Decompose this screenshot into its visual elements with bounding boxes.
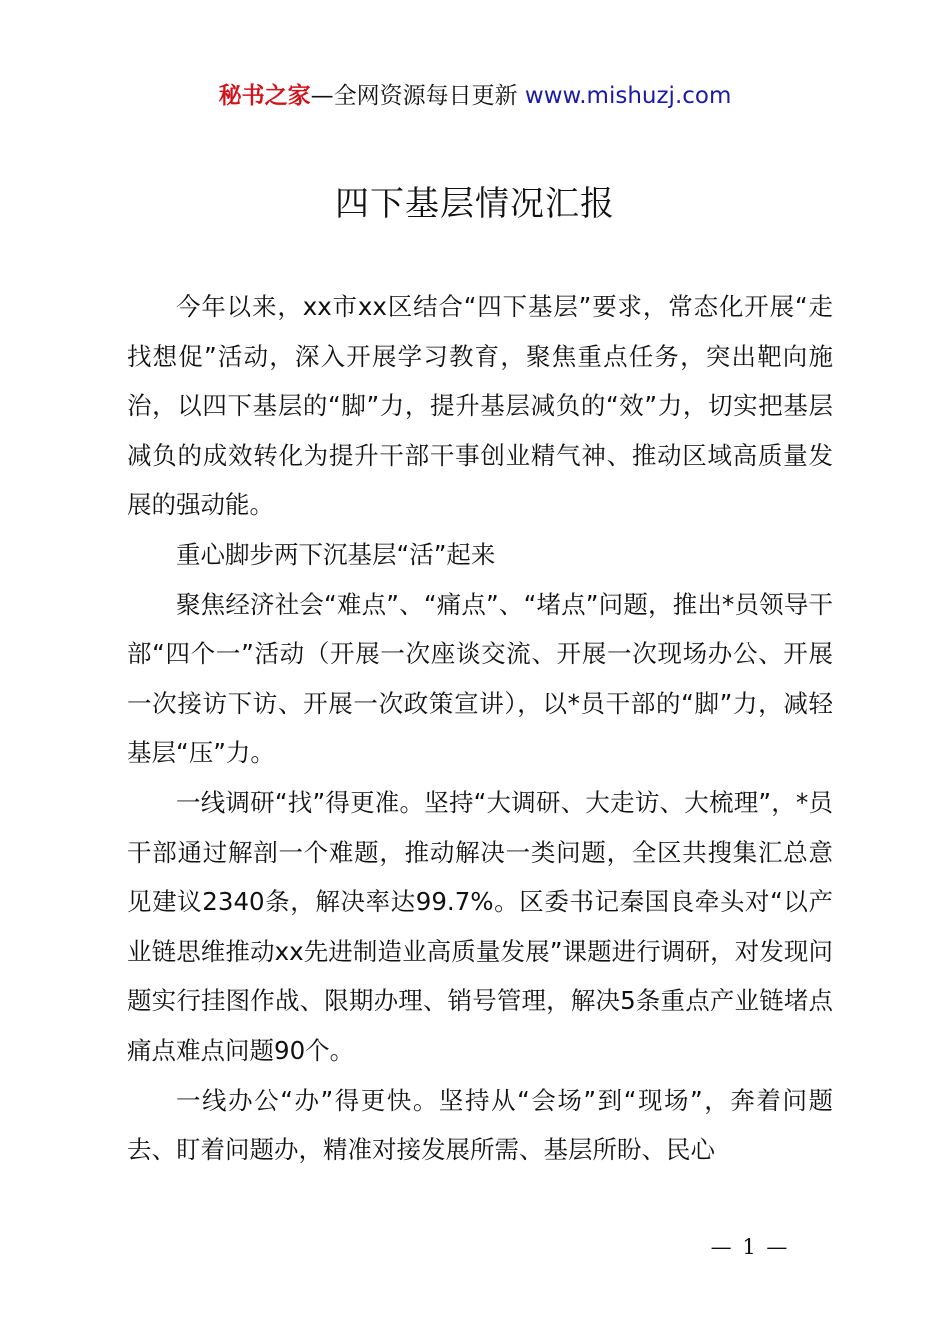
paragraph: 一线办公“办”得更快。坚持从“会场”到“现场”，奔着问题去、盯着问题办，精准对接发展所需、基层所盼、民心	[127, 1085, 833, 1165]
page-number: — 1 —	[710, 1235, 790, 1259]
section-heading: 重心脚步两下沉基层“活”起来	[176, 539, 496, 569]
document-title: 四下基层情况汇报	[335, 184, 615, 224]
paragraph: 今年以来，xx市xx区结合“四下基层”要求，常态化开展“走找想促”活动，深入开展学习教育，聚焦重点任务，突出靶向施治，以四下基层的“脚”力，提升基层减负的“效”力，切实把基层减负的成效转化为提升干部干事创业精气神、推动区域高质量发展的强动能。	[127, 292, 833, 520]
site-url-link[interactable]: www.mishuzj.com	[524, 83, 732, 109]
paragraph: 聚焦经济社会“难点”、“痛点”、“堵点”问题，推出*员领导干部“四个一”活动（开展一次座谈交流、开展一次现场办公、开展一次接访下访、开展一次政策宣讲），以*员干部的“脚”力，减轻基层“压”力。	[127, 589, 833, 768]
document-body	[127, 282, 833, 1175]
paragraph: 一线调研“找”得更准。坚持“大调研、大走访、大梳理”，*员干部通过解剖一个难题，推动解决一类问题，全区共搜集汇总意见建议2340条，解决率达99.7%。区委书记秦国良牵头对“以产业链思维推动xx先进制造业高质量发展”课题进行调研，对发现问题实行挂图作战、限期办理、销号管理，解决5条重点产业链堵点痛点难点问题90个。	[127, 787, 833, 1065]
site-header	[0, 80, 950, 112]
header-tagline: —全网资源每日更新	[310, 83, 525, 109]
brand-name: 秘书之家	[218, 83, 311, 109]
